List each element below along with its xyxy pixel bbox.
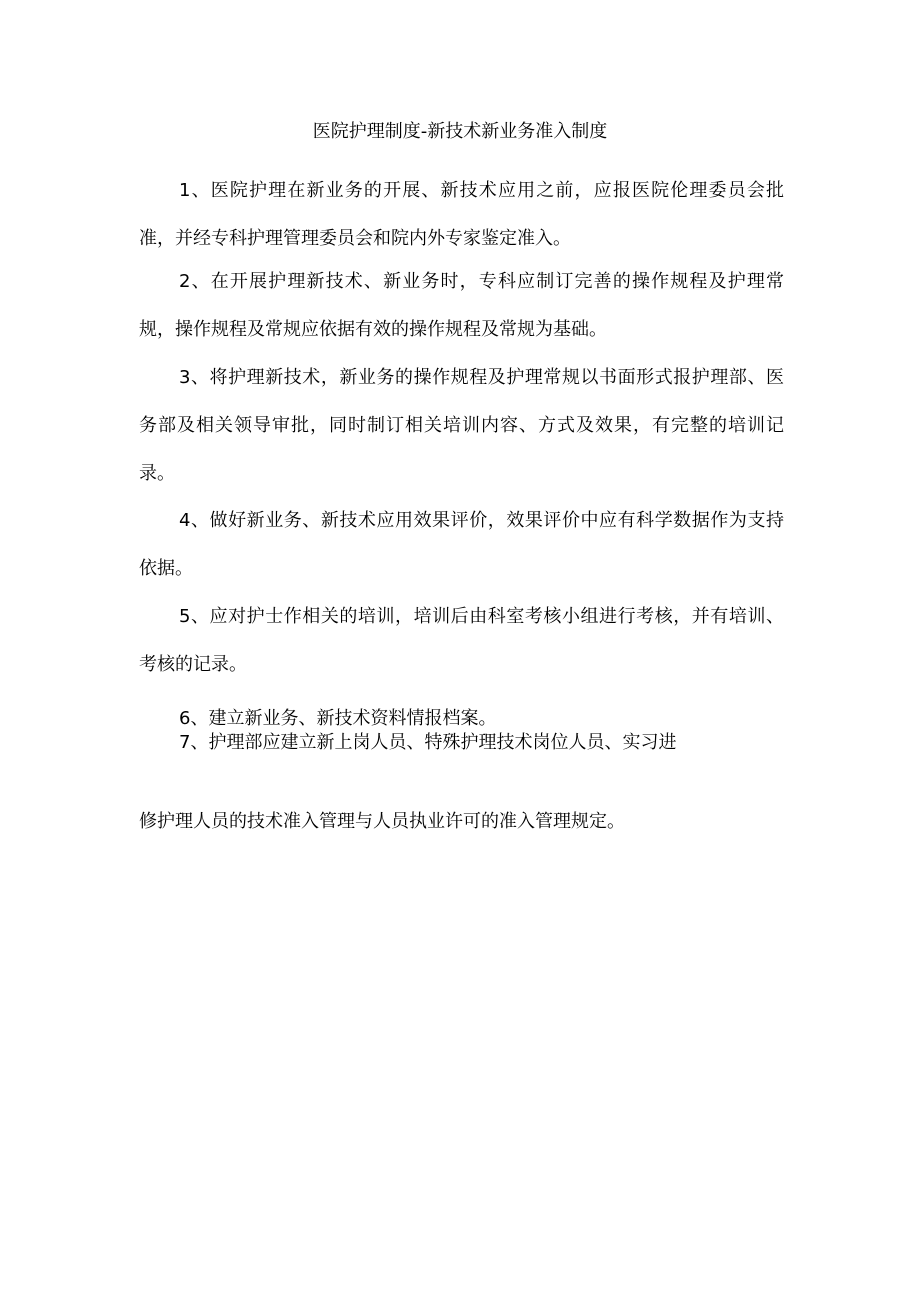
paragraph-3: 3、将护理新技术，新业务的操作规程及护理常规以书面形式报护理部、医务部及相关领导审批，同时制订相关培训内容、方式及效果，有完整的培训记录。 — [139, 367, 784, 484]
document-title: 医院护理制度-新技术新业务准入制度 — [312, 121, 608, 142]
paragraph-4: 4、做好新业务、新技术应用效果评价，效果评价中应有科学数据作为支持依据。 — [139, 510, 784, 579]
paragraph-7-line-2: 修护理人员的技术准入管理与人员执业许可的准入管理规定。 — [139, 811, 625, 832]
paragraph-6: 6、建立新业务、新技术资料情报档案。 — [179, 708, 497, 729]
paragraph-2: 2、在开展护理新技术、新业务时，专科应制订完善的操作规程及护理常规，操作规程及常规应依据有效的操作规程及常规为基础。 — [139, 271, 784, 340]
paragraph-7-line-1: 7、护理部应建立新上岗人员、特殊护理技术岗位人员、实习进 — [179, 732, 677, 753]
paragraph-5: 5、应对护士作相关的培训，培训后由科室考核小组进行考核，并有培训、考核的记录。 — [139, 606, 784, 675]
paragraph-1: 1、医院护理在新业务的开展、新技术应用之前，应报医院伦理委员会批准，并经专科护理管理委员会和院内外专家鉴定准入。 — [139, 180, 784, 249]
